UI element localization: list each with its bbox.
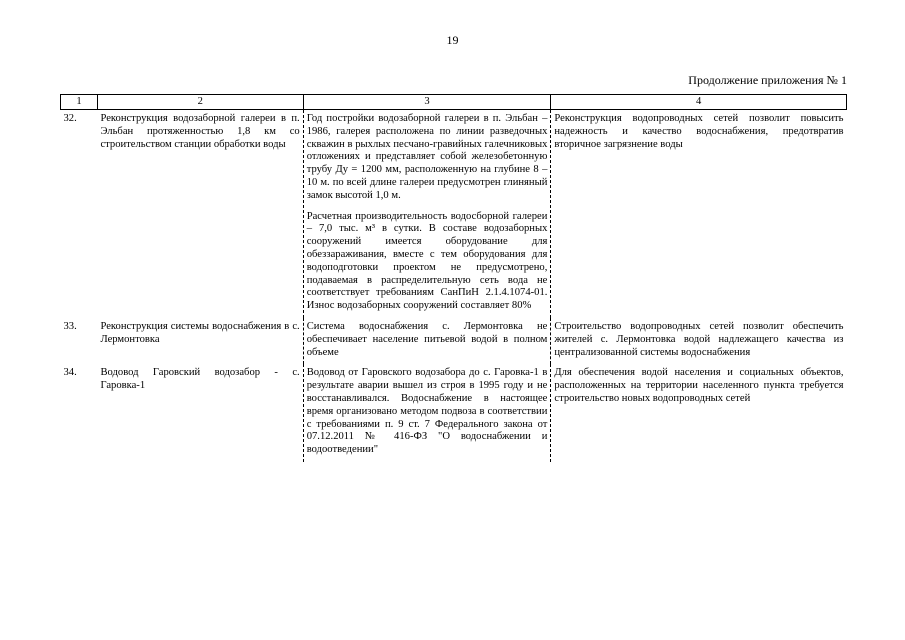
row-number: 34. <box>63 367 77 379</box>
project-name: Реконструкция водозаборной галереи в п. Эльбан протяженностью 1,8 км со строительством станции обработки воды <box>97 110 303 318</box>
header-cell-3: 3 <box>303 95 551 110</box>
project-justification: Реконструкция водопроводных сетей позволит повысить надежность и качество водоснабжения, предотвратив вторичное загрязнение воды <box>554 113 844 150</box>
header-cell-2: 2 <box>97 95 303 110</box>
description-paragraph: Водовод от Гаровского водозабора до с. Гаровка-1 в результате аварии вышел из строя в 1995 году и не восстанавливался. Водоснабжение в настоящее время организовано методом подвоза в соответствии с требованиями п. 9 ст. 7 Федерального закона от 07.12.2011 № 416-ФЗ "О водоснабжении и водоотведении" <box>306 367 548 456</box>
row-number: 33. <box>63 320 77 332</box>
project-description <box>303 364 551 462</box>
description-paragraph: Год постройки водозаборной галереи в п. Эльбан – 1986, галерея расположена по линии разведочных скважин в рыхлых песчано-гравийных галечниковых отложениях и представляет собой железобетонную трубу Ду = 1200 мм, расположенную на глубине 8 – 10 м. по всей длине галереи предусмотрен глиняный замок высотой 1,0 м. <box>306 113 548 201</box>
header-cell-1: 1 <box>61 95 98 110</box>
table-row <box>61 318 847 364</box>
projects-table <box>60 94 847 462</box>
table-header-row <box>61 95 847 110</box>
project-name: Реконструкция системы водоснабжения в с. Лермонтовка <box>97 318 303 364</box>
project-name: Водовод Гаровский водозабор - с. Гаровка-1 <box>97 364 303 462</box>
table-row <box>61 110 847 318</box>
row-number: 32. <box>63 113 77 124</box>
project-justification: Для обеспечения водой населения и социальных объектов, расположенных на территории населенного пункта требуется строительство новых водопроводных сетей <box>554 367 844 404</box>
appendix-continuation-note: Продолжение приложения № 1 <box>688 73 847 87</box>
table-row <box>61 364 847 462</box>
project-description <box>303 318 551 364</box>
header-cell-4: 4 <box>551 95 847 110</box>
description-paragraph: Система водоснабжения с. Лермонтовка не обеспечивает население питьевой водой в полном объеме <box>306 320 548 358</box>
project-justification: Строительство водопроводных сетей позволит обеспечить жителей с. Лермонтовка водой надлежащего качества из централизованной системы водоснабжения <box>554 320 844 358</box>
project-description <box>303 110 551 318</box>
page-number: 19 <box>446 33 459 47</box>
description-paragraph: Расчетная производительность водосборной галереи – 7,0 тыс. м³ в сутки. В составе водозаборных сооружений имеется оборудование для обеззараживания, вместе с тем оборудования для водоподготовки проектом не предусмотрено, подаваемая в распределительную сеть вода не соответствует требованиям СанПиН 2.1.4.1074-01. Износ водозаборных сооружений составляет 80% <box>306 210 548 312</box>
